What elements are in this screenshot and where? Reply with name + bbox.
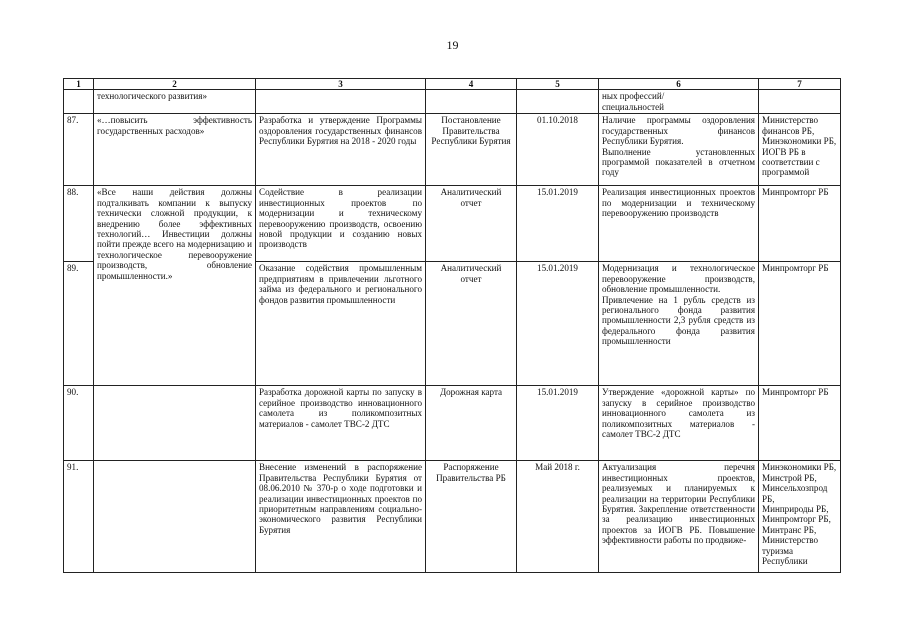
- column-header: 5: [517, 79, 599, 90]
- table-row: [64, 386, 841, 461]
- deadline: Май 2018 г.: [535, 462, 580, 473]
- executor: Министерство финансов РБ, Минэкономики РБ, ИОГВ РБ в соответствии с программой: [762, 115, 837, 178]
- executor: Минпромторг РБ: [762, 387, 829, 398]
- task-text: «Все наши действия должны подталкивать компании к выпуску технически сложной продукции, к внедрению более эффективных технологий… Инвестиции должны пойти прежде всего на модернизацию и технологическое перевооружение производств, обновление промышленности.»: [97, 187, 252, 281]
- row-number: 87.: [67, 115, 79, 126]
- deadline: 15.01.2019: [537, 263, 578, 274]
- document-type: Дорожная карта: [439, 387, 503, 398]
- document-type: Аналитический отчет: [440, 187, 502, 208]
- measure-text: Содействие в реализации инвестиционных проектов по модернизации и техническому перевооружению производств, освоению новой продукции и созданию новых производств: [259, 187, 422, 250]
- page-number: 19: [446, 38, 459, 52]
- row-number: 91.: [67, 462, 79, 473]
- task-text: «…повысить эффективность государственных расходов»: [97, 115, 252, 136]
- deadline: 01.10.2018: [537, 115, 578, 126]
- table-header-row: [64, 79, 841, 90]
- column-header: 7: [759, 79, 841, 90]
- measure-text: Внесение изменений в распоряжение Правительства Республики Бурятия от 08.06.2010 № 370-р о ходе подготовки и реализации инвестиционных проектов по приоритетным направлениям социально-экономического развития Республики Бурятия: [259, 462, 422, 535]
- row-number: 89.: [67, 263, 79, 274]
- column-header: 4: [426, 79, 517, 90]
- executor: Минпромторг РБ: [762, 263, 829, 274]
- column-header: 6: [599, 79, 759, 90]
- measure-text: Разработка и утверждение Программы оздоровления государственных финансов Республики Бурятия на 2018 - 2020 годы: [259, 115, 422, 147]
- plan-table: [63, 78, 841, 573]
- table-row: [64, 461, 841, 573]
- expected-result: Утверждение «дорожной карты» по запуску в серийное производство инновационного самолета из поликомпозитных материалов - самолет ТВС-2 ДТС: [602, 387, 755, 440]
- expected-result: Актуализация перечня инвестиционных проектов, реализуемых и планируемых к реализации на территории Республики Бурятия. Закрепление ответственности за реализацию инвестиционных проектов за ИОГВ РБ. Повышение эффективности работы по продвиже-: [602, 462, 755, 546]
- measure-text: Разработка дорожной карты по запуску в серийное производство инновационного самолета из поликомпозитных материалов - самолет ТВС-2 ДТС: [259, 387, 422, 429]
- executor: Минэкономики РБ, Минстрой РБ, Минсельхозпрод РБ, Минприроды РБ, Минпромторг РБ, Минтранс РБ, Министерство туризма Республики: [762, 462, 837, 567]
- document-type: Аналитический отчет: [440, 263, 502, 284]
- continuation-row: [64, 90, 841, 114]
- deadline: 15.01.2019: [537, 187, 578, 198]
- table-row: [64, 114, 841, 186]
- expected-result: Реализация инвестиционных проектов по модернизации и техническому перевооружению производств: [602, 187, 755, 219]
- deadline: 15.01.2019: [537, 387, 578, 398]
- column-header: 3: [256, 79, 426, 90]
- executor: Минпромторг РБ: [762, 187, 829, 198]
- column-header: 1: [64, 79, 94, 90]
- table-row: [64, 186, 841, 262]
- document-type: Постановление Правительства Республики Бурятия: [431, 115, 511, 147]
- column-header: 2: [94, 79, 256, 90]
- document-type: Распоряжение Правительства РБ: [436, 462, 506, 483]
- expected-result: Наличие программы оздоровления государственных финансов Республики Бурятия. Выполнение установленных программой показателей в отчетном году: [602, 115, 755, 178]
- expected-result: Модернизация и технологическое перевооружение производств, обновление промышленности. Привлечение на 1 рубль средств из регионального фонда развития промышленности 2,3 рубля средств из федерального фонда развития промышленности: [602, 263, 755, 347]
- row-number: 90.: [67, 387, 79, 398]
- row-number: 88.: [67, 187, 79, 198]
- task-continuation: технологического развития»: [97, 91, 208, 102]
- result-continuation: ных профессий/ специальностей: [602, 91, 665, 112]
- measure-text: Оказание содействия промышленным предприятиям в привлечении льготного займа из федерального и регионального фондов развития промышленности: [259, 263, 422, 305]
